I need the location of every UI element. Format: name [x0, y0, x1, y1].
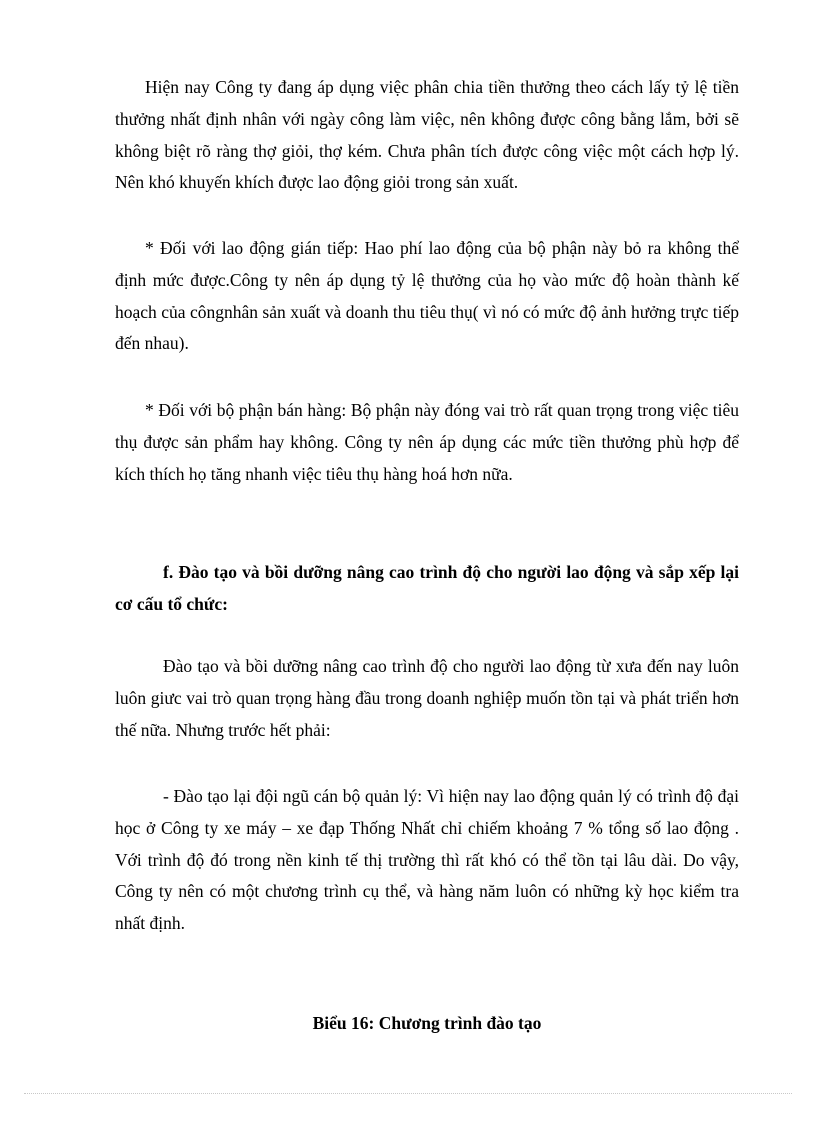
paragraph-training-intro: Đào tạo và bồi dưỡng nâng cao trình độ cho người lao động từ xưa đến nay luôn luôn giưc vai trò quan trọng hàng đầu trong doanh nghiệp muốn tồn tại và phát triển hơn thế nữa. Nhưng trước hết phải: [115, 656, 739, 740]
paragraph-retrain-management: - Đào tạo lại đội ngũ cán bộ quản lý: Vì hiện nay lao động quản lý có trình độ đại học ở Công ty xe máy – xe đạp Thống Nhất chỉ chiếm khoảng 7 % tổng số lao động . Với trình độ đó trong nền kinh tế thị trường thì rất khó có thể tồn tại lâu dài. Do vậy, Công ty nên có một chương trình cụ thể, và hàng năm luôn có những kỳ học kiểm tra nhất định. [115, 786, 739, 934]
paragraph-sales-department: * Đối với bộ phận bán hàng: Bộ phận này đóng vai trò rất quan trọng trong việc tiêu thụ được sản phẩm hay không. Công ty nên áp dụng các mức tiền thưởng phù hợp để kích thích họ tăng nhanh việc tiêu thụ hàng hoá hơn nữa. [115, 400, 739, 484]
page-bottom-divider [24, 1093, 792, 1094]
paragraph-bonus-distribution: Hiện nay Công ty đang áp dụng việc phân chia tiền thưởng theo cách lấy tỷ lệ tiền thưởng nhất định nhân với ngày công làm việc, nên không được công bằng lắm, bởi sẽ không biệt rõ ràng thợ giỏi, thợ kém. Chưa phân tích được công việc một cách hợp lý. Nên khó khuyến khích được lao động giỏi trong sản xuất. [115, 77, 739, 193]
table-caption: Biểu 16: Chương trình đào tạo [312, 1013, 542, 1033]
paragraph-indirect-labor: * Đối với lao động gián tiếp: Hao phí lao động của bộ phận này bỏ ra không thể định mức được.Công ty nên áp dụng tỷ lệ thưởng của họ vào mức độ hoàn thành kế hoạch của côngnhân sản xuất và doanh thu tiêu thụ( vì nó có mức độ ảnh hưởng trực tiếp đến nhau). [115, 238, 739, 354]
section-heading-training: f. Đào tạo và bồi dưỡng nâng cao trình độ cho người lao động và sắp xếp lại cơ cấu tổ chức: [115, 562, 739, 614]
